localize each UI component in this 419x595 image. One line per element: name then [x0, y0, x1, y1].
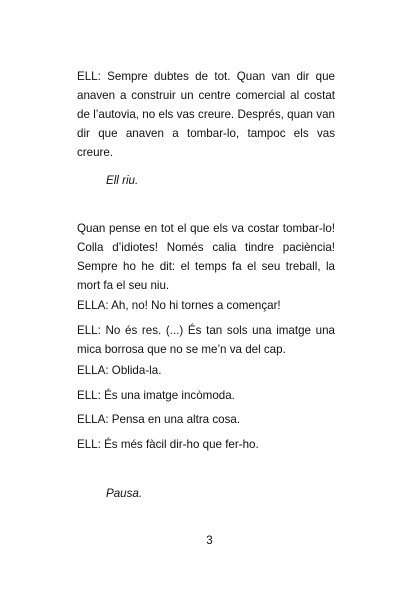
dialogue-continuation: Quan pense en tot el que els va costar tombar-lo! Colla d’idiotes! Només calia tindre paciència! Sempre ho he dit: el temps fa el seu treball, la mort fa el seu niu.: [77, 222, 335, 292]
stage-direction-2: Pausa.: [106, 487, 143, 500]
dialogue-ell-3: ELL: És una imatge incòmoda.: [77, 389, 235, 402]
dialogue-ella-2: ELLA: Oblida-la.: [77, 364, 162, 377]
dialogue-ella-3: ELLA: Pensa en una altra cosa.: [77, 413, 241, 426]
dialogue-ell-1: ELL: Sempre dubtes de tot. Quan van dir que anaven a construir un centre comercial al costat de l’autovia, no els vas creure. Després, quan van dir que anaven a tombar-lo, tampoc els vas creure.: [77, 70, 335, 159]
dialogue-ell-2: ELL: No és res. (...) És tan sols una imatge una mica borrosa que no se me’n va del cap.: [77, 324, 335, 356]
page-number: 3: [206, 534, 213, 547]
dialogue-ella-1: ELLA: Ah, no! No hi tornes a començar!: [77, 299, 281, 312]
stage-direction-1: Ell riu.: [106, 174, 139, 187]
dialogue-ell-4: ELL: És més fàcil dir-ho que fer-ho.: [77, 438, 259, 451]
